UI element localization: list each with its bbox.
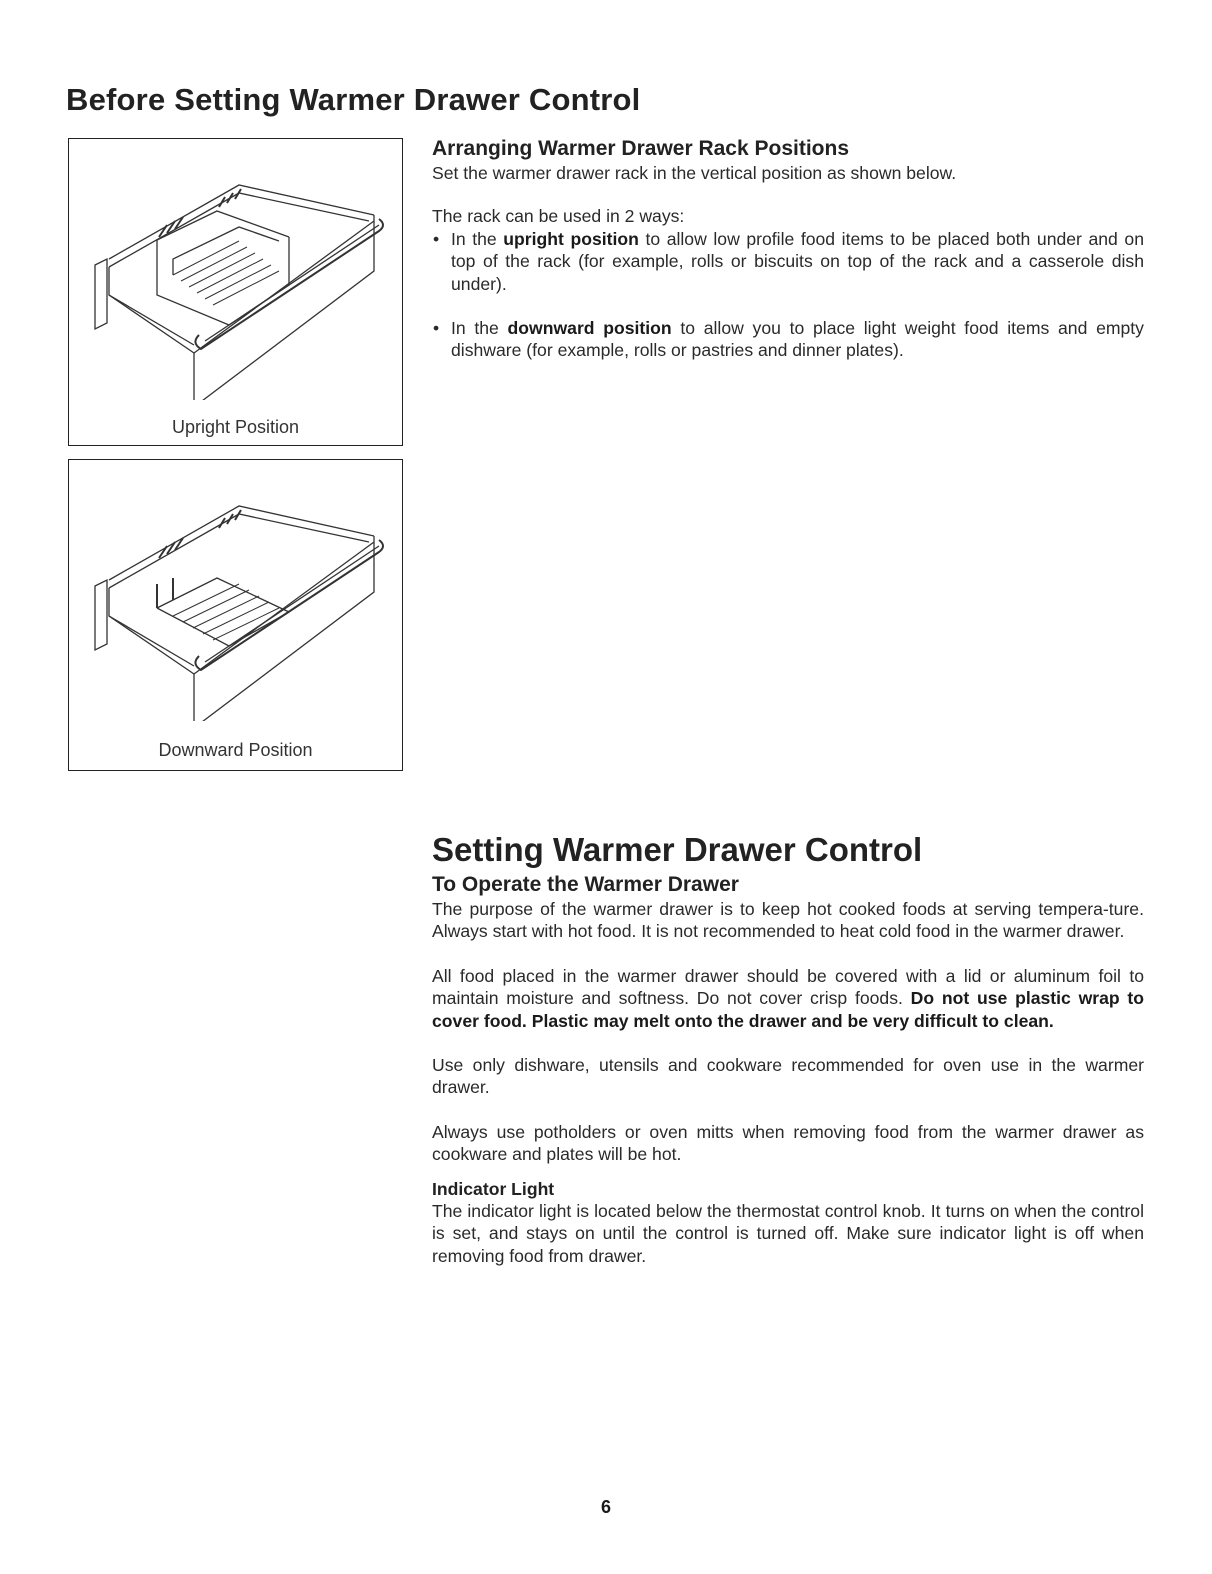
bullet-downward-bold: downward position (507, 318, 672, 339)
bullet-icon: • (433, 228, 440, 249)
operate-paragraph-2-text: All food placed in the warmer drawer should be covered with a lid or aluminum foil to maintain moisture and softness. Do not cover crisp foods. (432, 965, 1144, 1009)
section-heading-setting: Setting Warmer Drawer Control (432, 831, 923, 868)
figure-caption-upright: Upright Position (171, 417, 300, 437)
bullet-downward-post: to allow you to place light weight food items and empty dishware (for example, rolls or pastries and dinner plates). (451, 318, 1144, 361)
figure-caption-downward: Downward Position (158, 740, 313, 760)
indicator-text: The indicator light is located below the thermostat control knob. It turns on when the control is set, and stays on until the control is turned off. Make sure indicator light is off when removing food from drawer. (432, 1201, 1144, 1266)
bullet-upright-post: to allow low profile food items to be placed both under and on top of the rack (for example, rolls or biscuits on top of the rack and a casserole dish under). (451, 228, 1144, 294)
operate-paragraph-3: Use only dishware, utensils and cookware recommended for oven use in the warmer drawer. (432, 1055, 1144, 1098)
operate-paragraph-2 (432, 965, 1144, 1032)
section-heading-before-setting: Before Setting Warmer Drawer Control (66, 82, 641, 117)
operate-section (432, 872, 1144, 1267)
page-number: 6 (600, 1497, 611, 1517)
arranging-section (432, 136, 1144, 362)
bullet-icon: • (433, 318, 440, 339)
operate-paragraph-4: Always use potholders or oven mitts when removing food from the warmer drawer as cookware and plates will be hot. (432, 1121, 1144, 1165)
bullet-downward (432, 317, 1144, 362)
arranging-title: Arranging Warmer Drawer Rack Positions (432, 137, 850, 160)
figure-upright-position (68, 138, 403, 446)
warmer-drawer-upright-illustration (89, 175, 389, 400)
operate-paragraph-1: The purpose of the warmer drawer is to keep hot cooked foods at serving tempera-ture. Always start with hot food. It is not recommended to heat cold food in the warmer drawer. (432, 899, 1144, 942)
bullet-upright-pre: In the (451, 228, 504, 249)
bullet-upright-bold: upright position (503, 228, 639, 249)
bullet-upright (432, 228, 1144, 295)
operate-title: To Operate the Warmer Drawer (432, 873, 739, 896)
warmer-drawer-downward-illustration (89, 496, 389, 721)
figure-downward-position (68, 459, 403, 771)
operate-paragraph-2-warning: Do not use plastic wrap to cover food. Plastic may melt onto the drawer and be very difficult to clean. (432, 988, 1145, 1031)
indicator-title: Indicator Light (432, 1178, 555, 1199)
arranging-intro: Set the warmer drawer rack in the vertical position as shown below. (432, 163, 957, 183)
arranging-ways: The rack can be used in 2 ways: (432, 206, 685, 227)
bullet-downward-pre: In the (451, 318, 508, 339)
